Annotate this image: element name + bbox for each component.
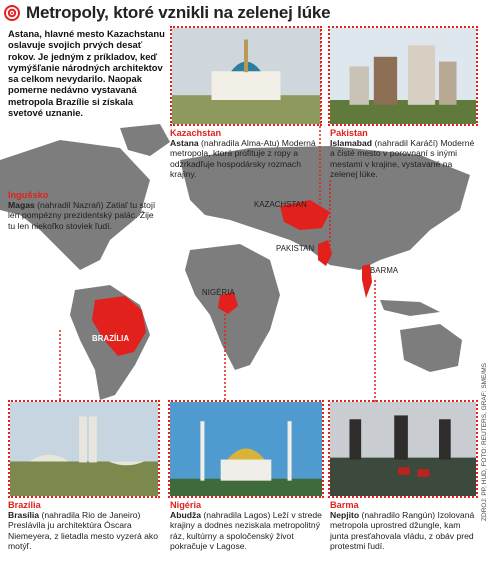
caption-city: Astana <box>170 138 199 149</box>
caption-nigeria <box>170 500 326 551</box>
credit-text: ZDROJ: PP, HUD, FOTO: REUTERS, GRAF: SME/MS <box>481 363 488 521</box>
photo-islamabad <box>328 26 478 126</box>
photo-nepjito <box>328 400 478 498</box>
caption-brazilia <box>8 500 163 551</box>
intro-text: Astana, hlavné mesto Kazachstanu oslavuje svojich prvých desať rokov. Je jedným z príkladov, keď vymýšľanie národných architektov sa celkom nevydarilo. Naopak pomerne nedávno vystavaná metropola Brazílie si získala svetové uznanie. <box>8 28 165 119</box>
caption-replaced: (nahradila Lagos) <box>203 510 271 521</box>
map-label-brazilia: BRAZÍLIA <box>92 334 130 343</box>
target-icon <box>4 5 20 21</box>
caption-text: Leží v strede krajiny a dodnes neziskala metropolitný ráz, kultúrny a spoločenský život pokračuje v Lagose. <box>170 510 322 551</box>
photo-brasilia <box>8 400 160 498</box>
caption-replaced: (nahradila Rio de Janeiro) <box>41 510 141 521</box>
caption-city: Nepjito <box>330 510 360 521</box>
caption-country: Ingušsko <box>8 190 49 200</box>
caption-country: Nigéria <box>170 500 202 510</box>
caption-replaced: (nahradil Karáčí) <box>374 138 438 149</box>
caption-country: Pakistan <box>330 128 368 138</box>
caption-kazachstan <box>170 128 320 179</box>
australia-shape <box>400 324 462 372</box>
map-label-barma: BARMA <box>370 266 399 275</box>
caption-barma <box>330 500 478 551</box>
caption-city: Brasília <box>8 510 40 521</box>
caption-text: Preslávila ju architektúra Óscara Niemeyera, z lietadla mesto vyzerá ako motýľ. <box>8 520 158 551</box>
header <box>4 2 330 24</box>
map-label-kazachstan: KAZACHSTAN <box>254 200 307 209</box>
caption-city: Islamabad <box>330 138 373 149</box>
caption-text: Moderné a čisté mesto v porovnaní s inými mestami v krajine, vystavané na zelenej lúke. <box>330 138 475 179</box>
caption-city: Magas <box>8 200 35 211</box>
indonesia-shape <box>380 300 440 316</box>
page-title: Metropoly, ktoré vznikli na zelenej lúke <box>26 3 331 22</box>
map-label-pakistan: PAKISTAN <box>276 244 315 253</box>
caption-text: Moderná metropola, ktorá profituje z ropy a odzrkadľuje hospodársky rozmach krajiny. <box>170 138 316 179</box>
greenland-shape <box>120 124 170 156</box>
photo-astana <box>170 26 322 126</box>
caption-replaced: (nahradil Nazraň) <box>37 200 104 211</box>
caption-text: Zatiaľ tu stojí len pompézny prezidentský palác. Žije tu len niekoľko stoviek ľudí. <box>8 200 156 231</box>
caption-city: Abudža <box>170 510 202 521</box>
caption-text: Izolovaná metropola uprostred džungle, kam junta presťahovala vládu, z obáv pred protestmi ľudí. <box>330 510 475 551</box>
map-label-nigeria: NIGÉRIA <box>202 288 235 297</box>
caption-replaced: (nahradilo Rangún) <box>361 510 436 521</box>
caption-country: Kazachstan <box>170 128 222 138</box>
photo-abudza <box>168 400 324 498</box>
caption-country: Barma <box>330 500 359 510</box>
caption-pakistan <box>330 128 480 179</box>
caption-country: Brazília <box>8 500 41 510</box>
caption-ingussko <box>8 190 158 231</box>
caption-replaced: (nahradila Alma-Atu) <box>201 138 280 149</box>
